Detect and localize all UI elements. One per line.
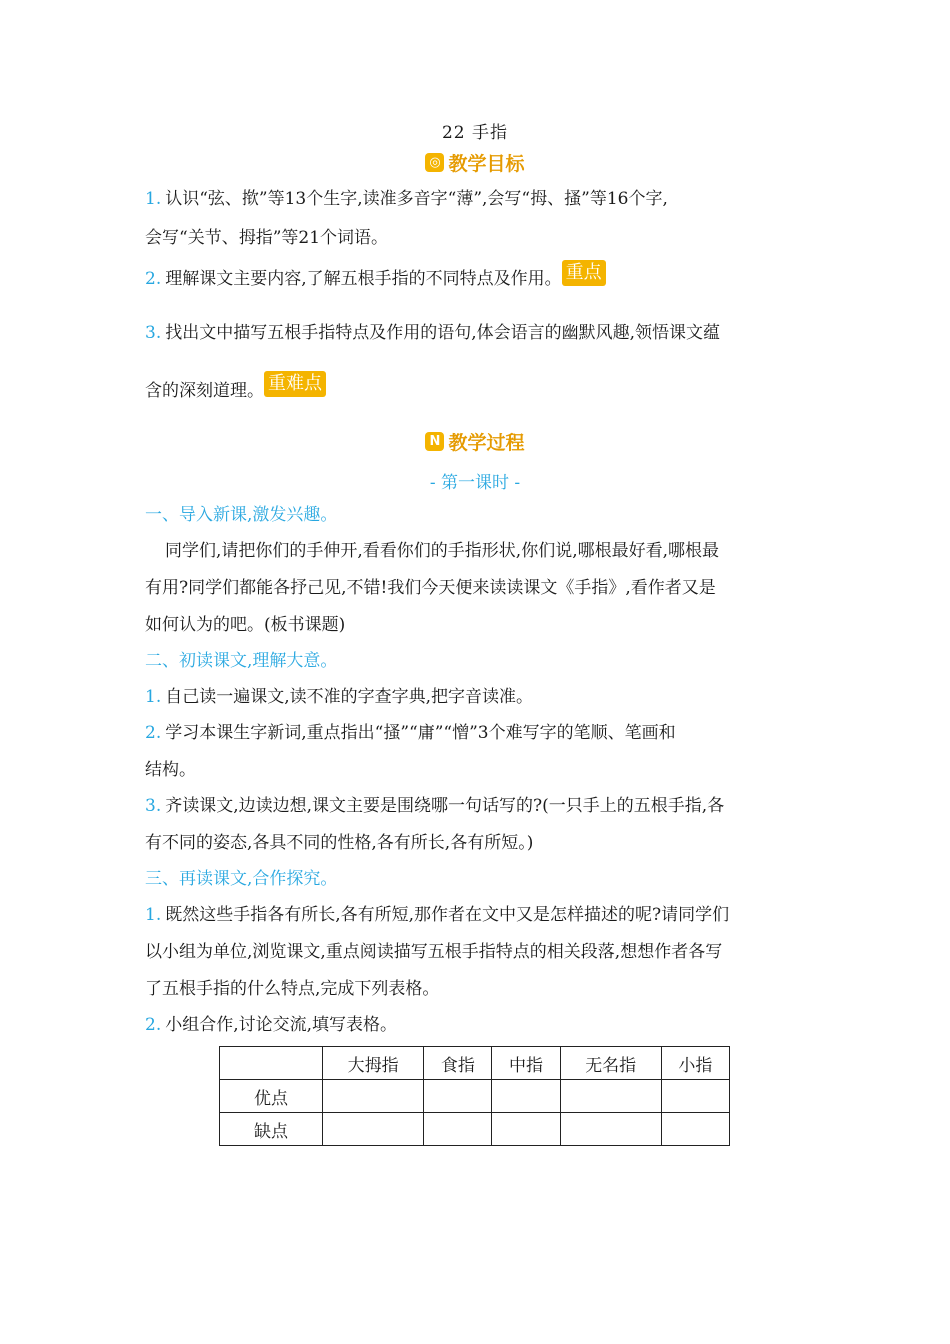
target-icon: ◎	[425, 153, 444, 172]
section-1-para-line-1: 同学们,请把你们的手伸开,看看你们的手指形状,你们说,哪根最好看,哪根最	[165, 541, 720, 561]
table-cell	[492, 1080, 560, 1113]
goal-3-number: 3.	[145, 323, 162, 343]
table-cell	[323, 1080, 424, 1113]
goals-heading: 教学目标	[448, 153, 525, 175]
section-2-heading: 二、初读课文,理解大意。	[145, 651, 338, 671]
table-cell	[560, 1080, 661, 1113]
goals-heading-badge	[0, 149, 950, 176]
table-header-cell: 食指	[424, 1047, 492, 1080]
table-row	[220, 1080, 730, 1113]
section-3-heading: 三、再读课文,合作探究。	[145, 869, 338, 889]
table-cell	[323, 1113, 424, 1146]
section-3-item-1-line-1: 1. 既然这些手指各有所长,各有所短,那作者在文中又是怎样描述的呢?请同学们	[145, 905, 730, 925]
section-2-item-3-line-1: 3. 齐读课文,边读边想,课文主要是围绕哪一句话写的?(一只手上的五根手指,各	[145, 796, 725, 816]
process-heading: 教学过程	[448, 432, 525, 454]
page-title: 22 手指	[441, 123, 509, 143]
table-cell	[424, 1080, 492, 1113]
table-cell	[661, 1113, 729, 1146]
table-header-cell: 中指	[492, 1047, 560, 1080]
table-header-row	[220, 1047, 730, 1080]
goal-1-line-2: 会写“关节、拇指”等21个词语。	[145, 228, 389, 248]
table-header-cell: 无名指	[560, 1047, 661, 1080]
section-3-item-1-line-3: 了五根手指的什么特点,完成下列表格。	[145, 979, 440, 999]
table-header-cell: 大拇指	[323, 1047, 424, 1080]
process-icon: N	[425, 432, 444, 451]
key-point-tag: 重点	[562, 260, 606, 286]
section-1-para-line-2: 有用?同学们都能各抒己见,不错!我们今天便来读读课文《手指》,看作者又是	[145, 578, 716, 598]
section-3-item-2: 2. 小组合作,讨论交流,填写表格。	[145, 1015, 398, 1035]
section-2-item-3-line-2: 有不同的姿态,各具不同的性格,各有所长,各有所短。)	[145, 833, 534, 853]
goal-3-line-2: 含的深刻道理。 重难点	[145, 380, 810, 402]
table-header-cell: 小指	[661, 1047, 729, 1080]
table-cell	[560, 1113, 661, 1146]
table-row-label: 缺点	[220, 1113, 323, 1146]
goal-1-line-1: 1. 认识“弦、揿”等13个生字,读准多音字“薄”,会写“拇、搔”等16个字,	[145, 189, 668, 209]
table-header-cell	[220, 1047, 323, 1080]
table-row	[220, 1113, 730, 1146]
goal-2-number: 2.	[145, 269, 162, 289]
process-heading-badge	[0, 428, 950, 455]
goal-1-number: 1.	[145, 189, 162, 209]
table-cell	[492, 1113, 560, 1146]
table-cell	[424, 1113, 492, 1146]
difficult-point-tag: 重难点	[264, 371, 326, 397]
table-cell	[661, 1080, 729, 1113]
finger-traits-table	[219, 1046, 730, 1146]
goal-2: 2. 理解课文主要内容,了解五根手指的不同特点及作用。 重点	[145, 268, 810, 290]
lesson-label: - 第一课时 -	[429, 473, 521, 493]
section-3-item-1-line-2: 以小组为单位,浏览课文,重点阅读描写五根手指特点的相关段落,想想作者各写	[145, 942, 723, 962]
section-2-item-1: 1. 自己读一遍课文,读不准的字查字典,把字音读准。	[145, 687, 534, 707]
section-2-item-2-line-1: 2. 学习本课生字新词,重点指出“搔”“庸”“憎”3个难写字的笔顺、笔画和	[145, 723, 676, 743]
section-2-item-2-line-2: 结构。	[145, 760, 196, 780]
section-1-para-line-3: 如何认为的吧。(板书课题)	[145, 615, 346, 635]
section-1-heading: 一、导入新课,激发兴趣。	[145, 505, 338, 525]
table-row-label: 优点	[220, 1080, 323, 1113]
goal-3-line-1: 3. 找出文中描写五根手指特点及作用的语句,体会语言的幽默风趣,领悟课文蕴	[145, 323, 721, 343]
